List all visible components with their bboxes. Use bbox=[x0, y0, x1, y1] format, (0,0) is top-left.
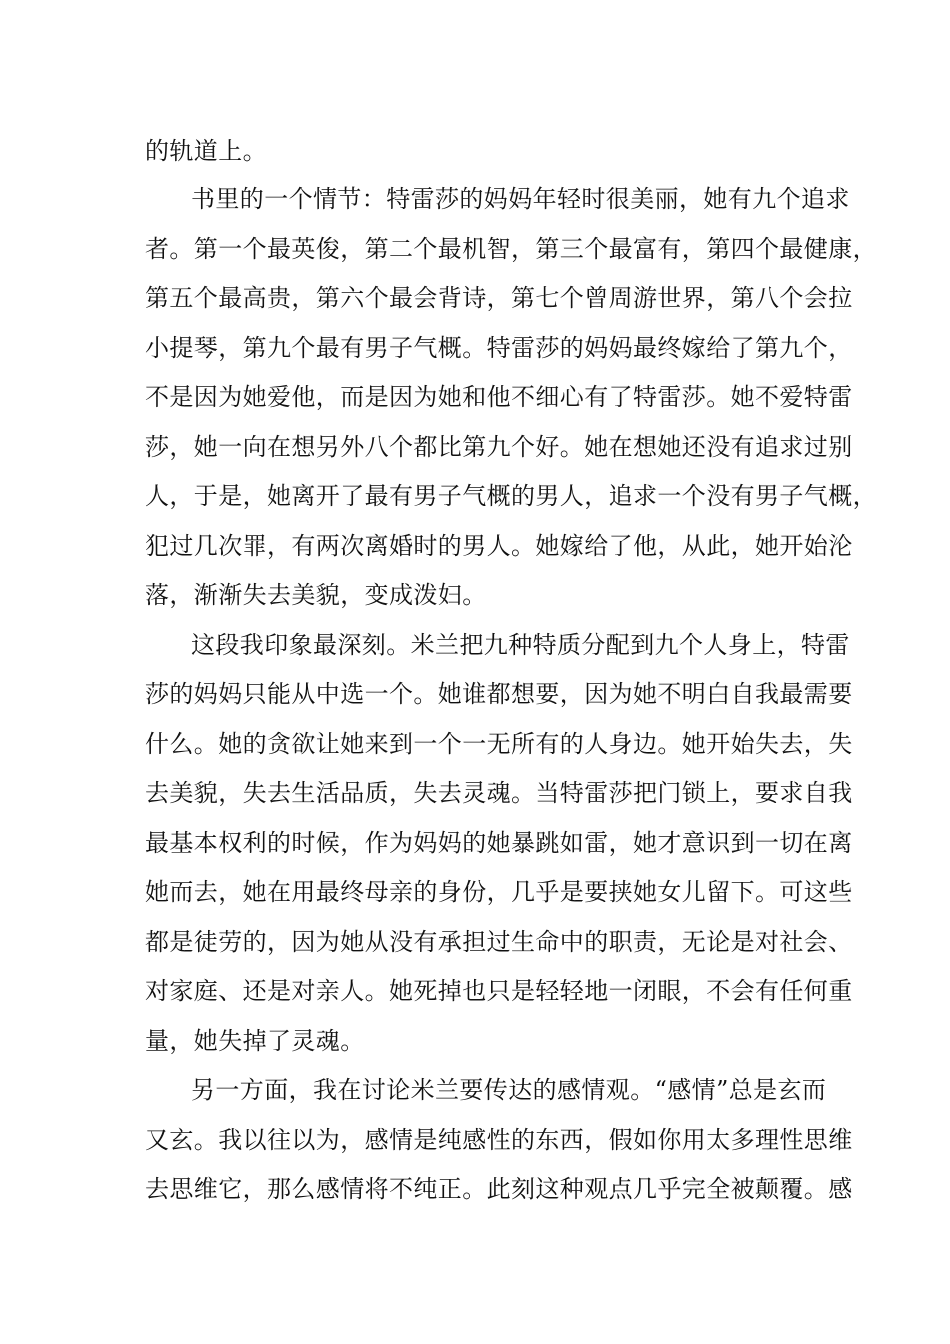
text-line: 去美貌，失去生活品质，失去灵魂。当特雷莎把门锁上，要求自我 bbox=[145, 779, 853, 807]
text-line: 莎的妈妈只能从中选一个。她谁都想要，因为她不明白自我最需要 bbox=[145, 680, 853, 708]
text-line: 人，于是，她离开了最有男子气概的男人，追求一个没有男子气概， bbox=[145, 482, 877, 510]
text-line: 落，渐渐失去美貌，变成泼妇。 bbox=[145, 581, 487, 609]
text-line: 她而去，她在用最终母亲的身份，几乎是要挟她女儿留下。可这些 bbox=[145, 878, 853, 906]
text-line: 对家庭、还是对亲人。她死掉也只是轻轻地一闭眼，不会有任何重 bbox=[145, 977, 853, 1005]
text-line: 去思维它，那么感情将不纯正。此刻这种观点几乎完全被颠覆。感 bbox=[145, 1175, 853, 1203]
text-line: 犯过几次罪，有两次离婚时的男人。她嫁给了他，从此，她开始沦 bbox=[145, 532, 853, 560]
text-line: 的轨道上。 bbox=[145, 137, 267, 165]
text-line: 量，她失掉了灵魂。 bbox=[145, 1027, 365, 1055]
text-line: 什么。她的贪欲让她来到一个一无所有的人身边。她开始失去，失 bbox=[145, 730, 853, 758]
paragraph-first-line: 另一方面，我在讨论米兰要传达的感情观。“感情”总是玄而 bbox=[191, 1076, 827, 1104]
text-line: 小提琴，第九个最有男子气概。特雷莎的妈妈最终嫁给了第九个， bbox=[145, 334, 853, 362]
text-line: 不是因为她爱他，而是因为她和他不细心有了特雷莎。她不爱特雷 bbox=[145, 383, 853, 411]
text-line: 又玄。我以往以为，感情是纯感性的东西，假如你用太多理性思维 bbox=[145, 1126, 853, 1154]
text-line: 都是徒劳的，因为她从没有承担过生命中的职责，无论是对社会、 bbox=[145, 928, 853, 956]
text-line: 最基本权利的时候，作为妈妈的她暴跳如雷，她才意识到一切在离 bbox=[145, 829, 853, 857]
paragraph-first-line: 书里的一个情节：特雷莎的妈妈年轻时很美丽，她有九个追求 bbox=[191, 185, 850, 213]
text-line: 莎，她一向在想另外八个都比第九个好。她在想她还没有追求过别 bbox=[145, 433, 853, 461]
text-line: 第五个最高贵，第六个最会背诗，第七个曾周游世界，第八个会拉 bbox=[145, 284, 853, 312]
paragraph-first-line: 这段我印象最深刻。米兰把九种特质分配到九个人身上，特雷 bbox=[191, 631, 850, 659]
text-line: 者。第一个最英俊，第二个最机智，第三个最富有，第四个最健康， bbox=[145, 235, 877, 263]
